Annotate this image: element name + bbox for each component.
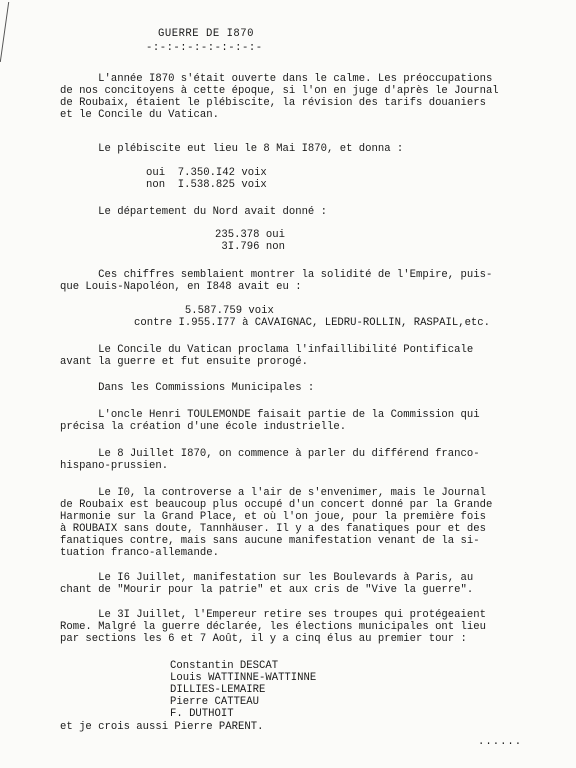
paragraph-9-line-5: fanatiques contre, mais sans aucune manifestation venant de la si- — [60, 535, 480, 547]
vote-1-oui: oui 7.350.I42 voix — [146, 167, 267, 179]
elected-name-3: DILLIES-LEMAIRE — [170, 684, 266, 696]
paragraph-2: Le plébiscite eut lieu le 8 Mai I870, et donna : — [60, 143, 404, 155]
paragraph-6: Dans les Commissions Municipales : — [60, 382, 315, 394]
vote-2-non: 3I.796 non — [215, 241, 285, 253]
paragraph-11-line-2: Rome. Malgré la guerre déclarée, les élections municipales ont lieu — [60, 621, 486, 633]
paragraph-9-line-6: tuation franco-allemande. — [60, 547, 219, 559]
paragraph-8-line-2: hispano-prussien. — [60, 460, 169, 472]
paragraph-11-line-1: Le 3I Juillet, l'Empereur retire ses troupes qui protégeaient — [60, 609, 486, 621]
paragraph-1-line-2: de nos concitoyens à cette époque, si l'on en juge d'après le Journal — [60, 85, 499, 97]
paragraph-3: Le département du Nord avait donné : — [60, 206, 328, 218]
paragraph-10-line-1: Le I6 Juillet, manifestation sur les Boulevards à Paris, au — [60, 572, 474, 584]
paragraph-7-line-2: précisa la création d'une école industrielle. — [60, 421, 347, 433]
paragraph-9-line-4: à ROUBAIX sans doute, Tannhäuser. Il y a des fanatiques pour et des — [60, 523, 486, 535]
paragraph-11-line-3: par sections les 6 et 7 Août, il y a cinq élus au premier tour : — [60, 633, 467, 645]
paragraph-5-line-1: Le Concile du Vatican proclama l'infaillibilité Pontificale — [60, 344, 474, 356]
paragraph-8-line-1: Le 8 Juillet I870, on commence à parler du différend franco- — [60, 448, 480, 460]
closing-line: et je crois aussi Pierre PARENT. — [60, 721, 264, 733]
vote-2-oui: 235.378 oui — [215, 229, 285, 241]
elected-name-2: Louis WATTINNE-WATTINNE — [170, 672, 317, 684]
document-title: GUERRE DE I870 — [158, 28, 255, 40]
paragraph-1-line-4: et le Concile du Vatican. — [60, 109, 219, 121]
paragraph-9-line-2: de Roubaix est beaucoup plus occupé d'un concert donné par la Grande — [60, 499, 493, 511]
paragraph-4-line-1: Ces chiffres semblaient montrer la solidité de l'Empire, puis- — [60, 269, 493, 281]
paragraph-5-line-2: avant la guerre et fut ensuite prorogé. — [60, 356, 308, 368]
paragraph-1-line-1: L'année I870 s'était ouverte dans le calme. Les préoccupations — [60, 73, 493, 85]
margin-pencil-mark — [0, 2, 23, 62]
paragraph-10-line-2: chant de "Mourir pour la patrie" et aux cris de "Vive la guerre". — [60, 584, 474, 596]
vote-1-non: non I.538.825 voix — [146, 179, 267, 191]
title-underline: -:-:-:-:-:-:-:-:- — [146, 42, 263, 54]
elected-name-5: F. DUTHOIT — [170, 708, 234, 720]
paragraph-9-line-1: Le I0, la controverse a l'air de s'envenimer, mais le Journal — [60, 487, 486, 499]
elected-name-4: Pierre CATTEAU — [170, 696, 260, 708]
elected-name-1: Constantin DESCAT — [170, 660, 279, 672]
continuation-dots: ...... — [478, 736, 523, 748]
vote-3-contre: contre I.955.I77 à CAVAIGNAC, LEDRU-ROLLIN, RASPAIL,etc. — [134, 317, 491, 329]
paragraph-4-line-2: que Louis-Napoléon, en I848 avait eu : — [60, 281, 302, 293]
paragraph-7-line-1: L'oncle Henri TOULEMONDE faisait partie de la Commission qui — [60, 409, 480, 421]
paragraph-1-line-3: de Roubaix, étaient le plébiscite, la révision des tarifs douaniers — [60, 97, 486, 109]
vote-3-voix: 5.587.759 voix — [134, 305, 274, 317]
paragraph-9-line-3: Harmonie sur la Grand Place, et où l'on joue, pour la première fois — [60, 511, 486, 523]
